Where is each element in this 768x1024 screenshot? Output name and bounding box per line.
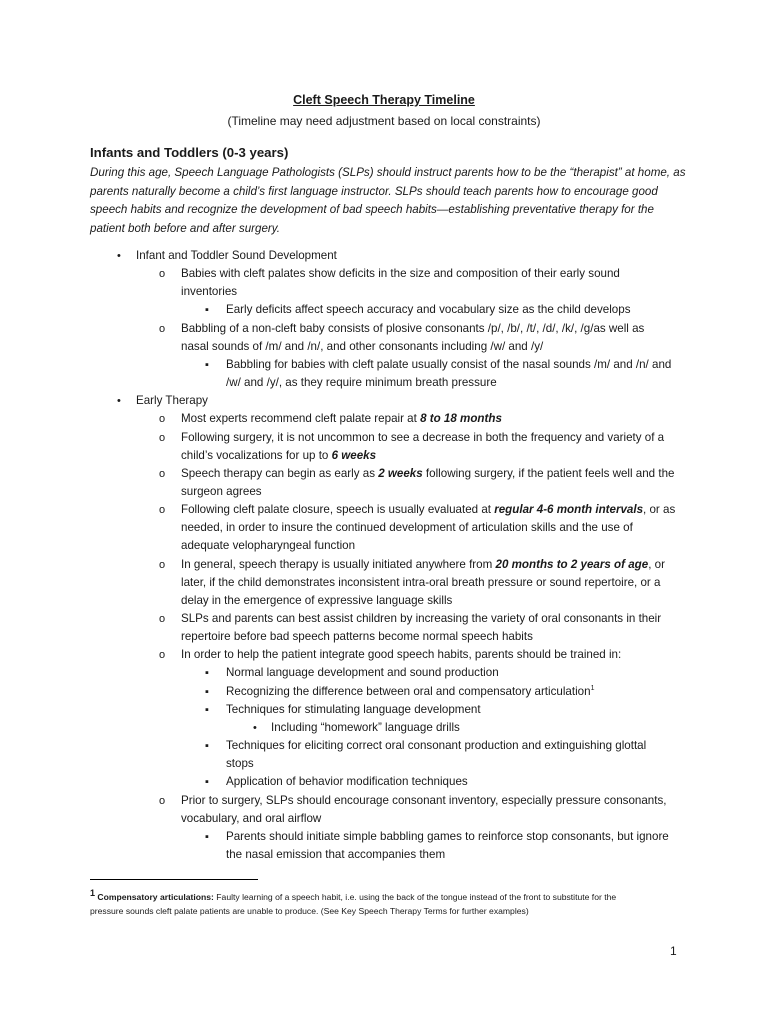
list-item-line (181, 322, 644, 335)
intro-line: parents naturally become a child’s first language instructor. SLPs should teach parents how to encourage good (90, 184, 658, 198)
list-item-line (226, 303, 631, 316)
list-item-line (181, 431, 664, 444)
list-item-line (226, 848, 445, 861)
list-marker: o (159, 649, 166, 662)
list-marker: o (159, 794, 166, 807)
text-run: Following surgery, it is not uncommon to see a decrease in both the frequency and variety of a (181, 430, 665, 444)
text-run: inventories (181, 285, 238, 299)
intro-line: patient both before and after surgery. (90, 221, 280, 235)
text-run: In general, speech therapy is usually initiated anywhere from (181, 557, 496, 571)
emphasis-text: 20 months to 2 years of age (495, 557, 649, 571)
list-marker: o (159, 613, 166, 625)
list-marker: o (159, 431, 166, 444)
text-run: nasal sounds of /m/ and /n/, and other consonants including /w/ and /y/ (181, 339, 544, 353)
intro-line: speech habits and recognize the development of bad speech habits—establishing preventative therapy for the (90, 203, 654, 216)
list-marker: • (117, 250, 121, 262)
footnote-number: 1 (90, 888, 96, 898)
list-marker: ▪ (205, 685, 209, 698)
text-run: Early deficits affect speech accuracy and vocabulary size as the child develops (226, 303, 631, 317)
list-item-line (181, 267, 620, 280)
text-run: Techniques for stimulating language development (226, 702, 481, 716)
list-item-line (226, 757, 254, 770)
text-run: needed, in order to insure the continued development of articulation skills and the use of (181, 521, 633, 535)
text-run: Babbling for babies with cleft palate usually consist of the nasal sounds /m/ and /n/ and (226, 357, 672, 371)
emphasis-text: 2 weeks (378, 466, 423, 480)
text-run: , or (648, 557, 665, 571)
emphasis-text: 8 to 18 months (420, 412, 502, 426)
list-item-line (181, 467, 674, 480)
text-run: Early Therapy (136, 394, 208, 408)
list-item-line (181, 285, 237, 298)
list-item-line (136, 249, 337, 262)
list-marker: o (159, 322, 166, 335)
text-run: Parents should initiate simple babbling games to reinforce stop consonants, but ignore (226, 829, 669, 843)
text-run: vocabulary, and oral airflow (181, 811, 322, 825)
text-run: later, if the child demonstrates inconsistent intra-oral breath pressure or sound repertoire, or a (181, 575, 661, 589)
footnote-term: Compensatory articulations: (97, 891, 214, 902)
list-marker: • (253, 721, 257, 734)
list-item-line (181, 576, 660, 589)
document-title: Cleft Speech Therapy Timeline (293, 93, 475, 107)
list-item-line (181, 521, 633, 534)
list-item-line (226, 685, 594, 698)
page-number: 1 (670, 944, 677, 958)
list-item-line (181, 539, 355, 552)
list-marker: o (159, 413, 166, 426)
text-run: adequate velopharyngeal function (181, 539, 356, 553)
footnote-text-line2: pressure sounds cleft palate patients are unable to produce. (See Key Speech Therapy Terms for further examples) (90, 905, 529, 916)
text-run: /w/ and /y/, as they require minimum breath pressure (226, 376, 497, 390)
list-marker: ▪ (205, 358, 209, 371)
text-run: Recognizing the difference between oral and compensatory articulation (226, 684, 591, 698)
list-marker: ▪ (205, 740, 209, 753)
text-run: Speech therapy can begin as early as (181, 466, 379, 480)
list-marker: ▪ (205, 304, 209, 317)
intro-line: During this age, Speech Language Pathologists (SLPs) should instruct parents how to be the “therapist” at home, as (90, 166, 686, 179)
footnote-divider (90, 879, 258, 880)
list-item-line (226, 830, 669, 843)
text-run: Techniques for eliciting correct oral consonant production and extinguishing glottal (226, 739, 647, 753)
list-marker: o (159, 504, 166, 517)
list-item-line (181, 485, 262, 498)
text-run: SLPs and parents can best assist children by increasing the variety of oral consonants in their (181, 612, 662, 625)
list-item-line (181, 612, 661, 625)
list-item-line (181, 594, 452, 607)
text-run: Babies with cleft palates show deficits in the size and composition of their early sound (181, 267, 620, 281)
list-item-line (136, 394, 208, 407)
list-item-line (181, 412, 502, 425)
text-run: Most experts recommend cleft palate repair at (181, 412, 421, 426)
document-subtitle: (Timeline may need adjustment based on local constraints) (227, 114, 541, 128)
list-item-line (181, 503, 675, 516)
list-item-line (181, 449, 376, 462)
text-run: Prior to surgery, SLPs should encourage consonant inventory, especially pressure consonants, (181, 793, 667, 807)
text-run: surgeon agrees (181, 484, 262, 498)
emphasis-text: regular 4-6 month intervals (494, 503, 644, 517)
text-run: repertoire before bad speech patterns become normal speech habits (181, 630, 533, 644)
list-item-line (181, 648, 621, 661)
footnote (90, 886, 690, 918)
list-item-line (226, 376, 497, 389)
list-marker: o (159, 467, 166, 480)
list-marker: • (117, 395, 121, 408)
list-item-line (226, 666, 499, 679)
text-run: Including “homework” language drills (271, 720, 460, 734)
text-run: Infant and Toddler Sound Development (136, 249, 337, 262)
text-run: , or as (643, 503, 676, 517)
text-run: Babbling of a non-cleft baby consists of plosive consonants /p/, /b/, /t/, /d/, /k/, /g/as well as (181, 321, 645, 335)
list-marker: ▪ (205, 703, 209, 716)
text-run: In order to help the patient integrate good speech habits, parents should be trained in: (181, 648, 622, 662)
list-item-line (181, 794, 667, 807)
list-item-line (226, 739, 646, 752)
list-item-line (181, 340, 543, 353)
list-item-line (226, 775, 468, 788)
text-run: Application of behavior modification techniques (226, 775, 468, 789)
emphasis-text: 6 weeks (331, 448, 377, 462)
text-run: Following cleft palate closure, speech is usually evaluated at (181, 503, 495, 517)
footnote-ref: 1 (590, 684, 595, 692)
list-item-line (271, 721, 460, 734)
text-run: stops (226, 757, 254, 771)
text-run: child’s vocalizations for up to (181, 448, 332, 462)
section-heading: Infants and Toddlers (0-3 years) (90, 145, 289, 160)
list-marker: ▪ (205, 776, 209, 789)
list-marker: o (159, 268, 166, 281)
list-item-line (181, 812, 321, 825)
text-run: following surgery, if the patient feels well and the (422, 466, 675, 480)
list-item-line (226, 703, 481, 716)
footnote-text-line1: Faulty learning of a speech habit, i.e. using the back of the tongue instead of the front to substitute for the (213, 891, 617, 902)
text-run: delay in the emergence of expressive language skills (181, 593, 453, 607)
list-marker: ▪ (205, 667, 209, 680)
intro-paragraph (90, 164, 690, 238)
list-marker: o (159, 558, 166, 571)
list-item-line (181, 630, 533, 643)
list-item-line (226, 358, 671, 371)
text-run: Normal language development and sound production (226, 666, 499, 680)
list-marker: ▪ (205, 830, 209, 843)
text-run: the nasal emission that accompanies them (226, 847, 446, 861)
list-item-line (181, 558, 665, 571)
